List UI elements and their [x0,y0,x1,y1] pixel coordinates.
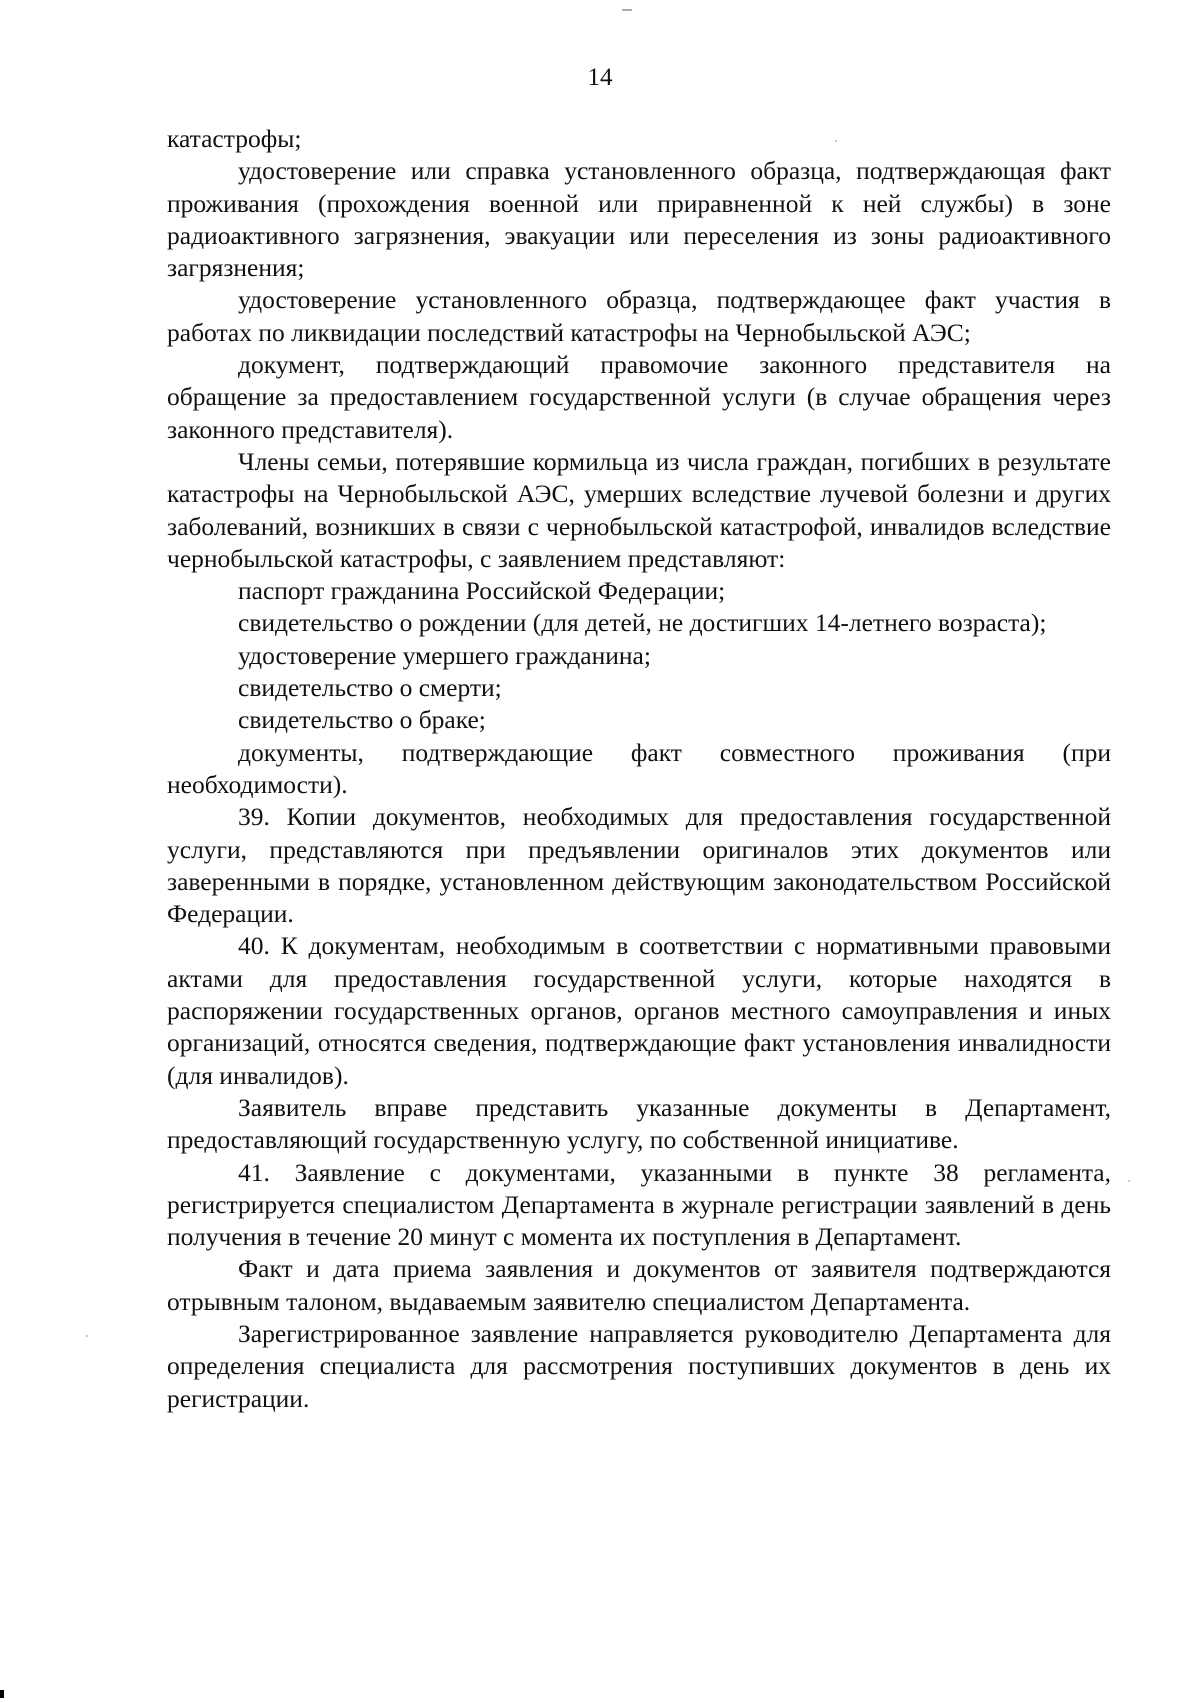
scan-speck [1128,1180,1130,1182]
paragraph: паспорт гражданина Российской Федерации; [238,576,726,606]
paragraph: Факт и дата приема заявления и документов от заявителя подтверждаются отрывным талоном, выдаваемым заявителю специалистом Департамента. [167,1254,1111,1316]
paragraph: свидетельство о рождении (для детей, не достигших 14-летнего возраста); [238,608,1047,638]
paragraph: свидетельство о смерти; [238,673,502,703]
page-number: 14 [587,64,613,91]
scan-speck [86,1335,88,1337]
paragraph: Члены семьи, потерявшие кормильца из числа граждан, погибших в результате катастрофы на Чернобыльской АЭС, умерших вследствие лучевой болезни и других заболеваний, возникших в связи с чернобыльской катастрофой, инвалидов вследствие чернобыльской катастрофы, с заявлением представляют: [167,446,1111,573]
paragraph: Зарегистрированное заявление направляется руководителю Департамента для определения специалиста для рассмотрения поступивших документов в день их регистрации. [167,1318,1111,1413]
paragraph: свидетельство о браке; [238,705,486,735]
paragraph: удостоверение или справка установленного образца, подтверждающая факт проживания (прохождения военной или приравненной к ней службы) в зоне радиоактивного загрязнения, эвакуации или переселения из зоны радиоактивного загрязнения; [167,156,1111,283]
paragraph: удостоверение умершего гражданина; [238,640,651,670]
document-body [167,123,1111,1415]
paragraph: Заявитель вправе представить указанные документы в Департамент, предоставляющий государственную услугу, по собственной инициативе. [167,1092,1111,1155]
paragraph: 41. Заявление с документами, указанными в пункте 38 регламента, регистрируется специалистом Департамента в журнале регистрации заявлений в день получения в течение 20 минут с момента их поступления в Департамент. [167,1157,1111,1252]
scan-artifact-left [0,1690,4,1698]
paragraph: 39. Копии документов, необходимых для предоставления государственной услуги, представляются при предъявлении оригиналов этих документов или заверенными в порядке, установленном действующим законодательством Российской Федерации. [167,802,1111,929]
paragraph: документ, подтверждающий правомочие законного представителя на обращение за предоставлением государственной услуги (в случае обращения через законного представителя). [167,350,1111,444]
paragraph: удостоверение установленного образца, подтверждающее факт участия в работах по ликвидации последствий катастрофы на Чернобыльской АЭС; [167,285,1111,347]
paragraph: 40. К документам, необходимым в соответствии с нормативными правовыми актами для предоставления государственной услуги, которые находятся в распоряжении государственных органов, органов местного самоуправления и иных организаций, относятся сведения, подтверждающие факт установления инвалидности (для инвалидов). [167,931,1111,1090]
paragraph: документы, подтверждающие факт совместного проживания (при необходимости). [167,737,1111,799]
paragraph: катастрофы; [167,124,302,153]
scan-artifact-top [622,9,632,11]
